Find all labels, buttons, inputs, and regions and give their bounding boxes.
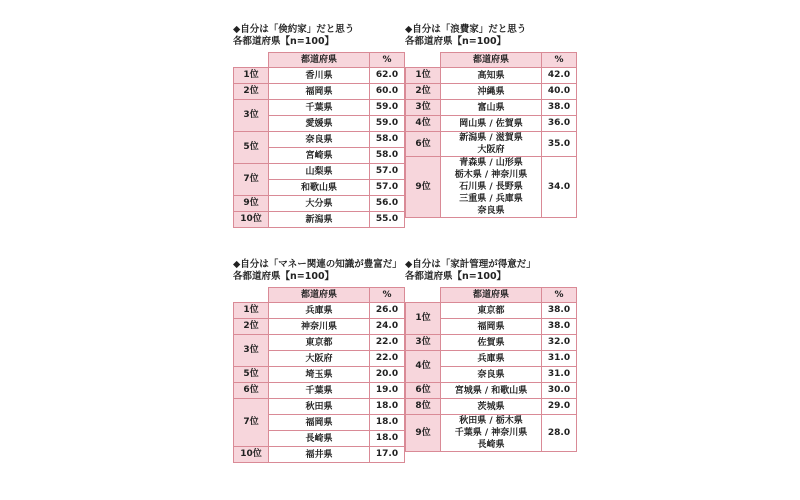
prefecture-name: 宮崎県 [305,150,333,161]
rank-cell: 3位 [234,100,269,132]
prefecture-cell [269,116,370,132]
prefecture-name: 福井県 [305,449,333,460]
percent-cell: 32.0 [542,335,577,351]
table-row [234,164,405,180]
table-title: ◆自分は「家計管理が得意だ」 [405,259,536,270]
header-percent: % [542,288,577,303]
prefecture-cell [269,132,370,148]
table-row [234,196,405,212]
ranking-table [233,52,405,228]
header-prefecture: 都道府県 [441,288,542,303]
rank-cell: 1位 [406,303,441,335]
prefecture-cell [441,303,542,319]
prefecture-cell [269,351,370,367]
rank-cell: 6位 [406,132,441,157]
rank-cell: 3位 [406,100,441,116]
prefecture-name: 埼玉県 [305,369,333,380]
table-header-row [406,288,577,303]
percent-cell: 29.0 [542,399,577,415]
ranking-table-block-money-knowledge [233,259,405,463]
percent-cell: 17.0 [370,447,405,463]
percent-cell: 59.0 [370,100,405,116]
prefecture-cell [441,100,542,116]
prefecture-name: 沖縄県 [477,86,505,97]
percent-cell: 26.0 [370,303,405,319]
prefecture-name: 千葉県 [305,102,333,113]
prefecture-cell [269,100,370,116]
prefecture-name: 長崎県 [305,433,333,444]
rank-cell: 6位 [234,383,269,399]
table-header-row [234,53,405,68]
percent-cell: 60.0 [370,84,405,100]
rank-cell: 2位 [234,84,269,100]
prefecture-cell [269,335,370,351]
prefecture-cell [269,319,370,335]
prefecture-name: 福岡県 [305,417,333,428]
prefecture-name: 三重県 / 兵庫県 [459,194,523,204]
prefecture-name: 愛媛県 [305,118,333,129]
prefecture-name: 宮城県 / 和歌山県 [454,385,528,396]
prefecture-name: 高知県 [477,70,505,81]
percent-cell: 58.0 [370,148,405,164]
prefecture-cell [441,84,542,100]
prefecture-cell [441,399,542,415]
prefecture-name: 兵庫県 [305,305,333,316]
table-row [406,415,577,452]
rank-cell: 7位 [234,164,269,196]
header-percent: % [370,288,405,303]
percent-cell: 22.0 [370,335,405,351]
percent-cell: 55.0 [370,212,405,228]
table-row [406,132,577,157]
prefecture-name: 奈良県 [477,206,505,216]
percent-cell: 31.0 [542,367,577,383]
table-row [406,335,577,351]
rank-cell: 7位 [234,399,269,447]
ranking-table [405,52,577,218]
prefecture-name: 山梨県 [305,166,333,177]
percent-cell: 31.0 [542,351,577,367]
prefecture-name: 秋田県 / 栃木県 [459,416,523,426]
prefecture-name: 東京都 [305,337,333,348]
ranking-table-block-spendthrift [405,24,577,218]
prefecture-cell [269,367,370,383]
table-row [234,84,405,100]
percent-cell: 30.0 [542,383,577,399]
header-prefecture: 都道府県 [269,288,370,303]
prefecture-cell [269,431,370,447]
rank-cell: 1位 [234,303,269,319]
rank-cell: 6位 [406,383,441,399]
table-subtitle: 各都道府県【n=100】 [405,36,507,47]
header-prefecture: 都道府県 [441,53,542,68]
prefecture-cell [269,196,370,212]
table-row [406,399,577,415]
prefecture-name: 栃木県 / 神奈川県 [454,170,528,180]
table-subtitle: 各都道府県【n=100】 [233,36,335,47]
prefecture-name: 神奈川県 [300,321,337,332]
prefecture-name: 大阪府 [305,353,333,364]
prefecture-cell [269,84,370,100]
prefecture-name: 大阪府 [477,145,505,155]
rank-cell: 4位 [406,351,441,383]
ranking-table-block-household-budget [405,259,577,452]
header-corner [406,288,441,303]
prefecture-cell [441,383,542,399]
table-row [406,100,577,116]
table-title: ◆自分は「マネー関連の知識が豊富だ」 [233,259,402,270]
prefecture-name: 岡山県 / 佐賀県 [459,118,523,129]
prefecture-name: 青森県 / 山形県 [459,158,523,168]
prefecture-name: 兵庫県 [477,353,505,364]
prefecture-cell [441,132,542,157]
prefecture-cell [269,447,370,463]
prefecture-name: 福岡県 [477,321,505,332]
table-row [406,84,577,100]
prefecture-name: 茨城県 [477,401,505,412]
percent-cell: 40.0 [542,84,577,100]
rank-cell: 8位 [406,399,441,415]
prefecture-name: 佐賀県 [477,337,505,348]
prefecture-name: 新潟県 / 滋賀県 [459,133,523,143]
prefecture-cell [269,303,370,319]
prefecture-name: 長崎県 [477,440,505,450]
header-corner [406,53,441,68]
prefecture-cell [441,351,542,367]
table-subtitle: 各都道府県【n=100】 [233,271,335,282]
percent-cell: 22.0 [370,351,405,367]
rank-cell: 10位 [234,447,269,463]
percent-cell: 19.0 [370,383,405,399]
prefecture-cell [269,415,370,431]
percent-cell: 42.0 [542,68,577,84]
prefecture-cell [269,148,370,164]
prefecture-cell [441,415,542,452]
prefecture-name: 新潟県 [305,214,333,225]
header-corner [234,288,269,303]
rank-cell: 10位 [234,212,269,228]
table-row [234,399,405,415]
ranking-table [405,287,577,452]
prefecture-cell [269,180,370,196]
prefecture-name: 千葉県 / 神奈川県 [454,428,528,438]
table-row [406,157,577,218]
prefecture-name: 秋田県 [305,401,333,412]
percent-cell: 58.0 [370,132,405,148]
prefecture-cell [441,157,542,218]
prefecture-cell [441,335,542,351]
percent-cell: 35.0 [542,132,577,157]
prefecture-cell [441,367,542,383]
table-row [234,100,405,116]
percent-cell: 38.0 [542,100,577,116]
table-header-row [234,288,405,303]
percent-cell: 28.0 [542,415,577,452]
rank-cell: 9位 [406,157,441,218]
percent-cell: 18.0 [370,399,405,415]
rank-cell: 5位 [234,367,269,383]
prefecture-cell [441,319,542,335]
table-header-row [406,53,577,68]
table-row [234,132,405,148]
prefecture-name: 千葉県 [305,385,333,396]
prefecture-name: 福岡県 [305,86,333,97]
table-row [234,383,405,399]
header-prefecture: 都道府県 [269,53,370,68]
rank-cell: 1位 [234,68,269,84]
rank-cell: 9位 [406,415,441,452]
percent-cell: 34.0 [542,157,577,218]
table-row [234,68,405,84]
table-row [406,383,577,399]
table-row [234,319,405,335]
prefecture-name: 香川県 [305,70,333,81]
prefecture-name: 東京都 [477,305,505,316]
table-row [406,116,577,132]
table-row [406,68,577,84]
prefecture-cell [441,68,542,84]
percent-cell: 62.0 [370,68,405,84]
percent-cell: 18.0 [370,431,405,447]
prefecture-name: 奈良県 [305,134,333,145]
table-subtitle: 各都道府県【n=100】 [405,271,507,282]
prefecture-cell [269,399,370,415]
table-row [234,367,405,383]
percent-cell: 18.0 [370,415,405,431]
header-percent: % [370,53,405,68]
percent-cell: 36.0 [542,116,577,132]
rank-cell: 4位 [406,116,441,132]
rank-cell: 3位 [406,335,441,351]
percent-cell: 38.0 [542,303,577,319]
table-row [234,335,405,351]
table-row [406,351,577,367]
table-row [406,303,577,319]
rank-cell: 1位 [406,68,441,84]
header-corner [234,53,269,68]
percent-cell: 56.0 [370,196,405,212]
prefecture-name: 石川県 / 長野県 [459,182,523,192]
prefecture-cell [269,383,370,399]
percent-cell: 38.0 [542,319,577,335]
rank-cell: 2位 [234,319,269,335]
prefecture-name: 和歌山県 [300,182,337,193]
rank-cell: 2位 [406,84,441,100]
prefecture-cell [269,68,370,84]
prefecture-cell [269,164,370,180]
prefecture-name: 富山県 [477,102,505,113]
table-row [234,303,405,319]
table-title: ◆自分は「倹約家」だと思う [233,24,355,35]
ranking-table [233,287,405,463]
table-row [234,212,405,228]
prefecture-name: 奈良県 [477,369,505,380]
percent-cell: 57.0 [370,164,405,180]
rank-cell: 5位 [234,132,269,164]
table-title: ◆自分は「浪費家」だと思う [405,24,527,35]
rank-cell: 9位 [234,196,269,212]
prefecture-name: 大分県 [305,198,333,209]
prefecture-cell [269,212,370,228]
percent-cell: 24.0 [370,319,405,335]
percent-cell: 59.0 [370,116,405,132]
header-percent: % [542,53,577,68]
rank-cell: 3位 [234,335,269,367]
ranking-table-block-frugal [233,24,405,228]
percent-cell: 57.0 [370,180,405,196]
percent-cell: 20.0 [370,367,405,383]
prefecture-cell [441,116,542,132]
table-row [234,447,405,463]
